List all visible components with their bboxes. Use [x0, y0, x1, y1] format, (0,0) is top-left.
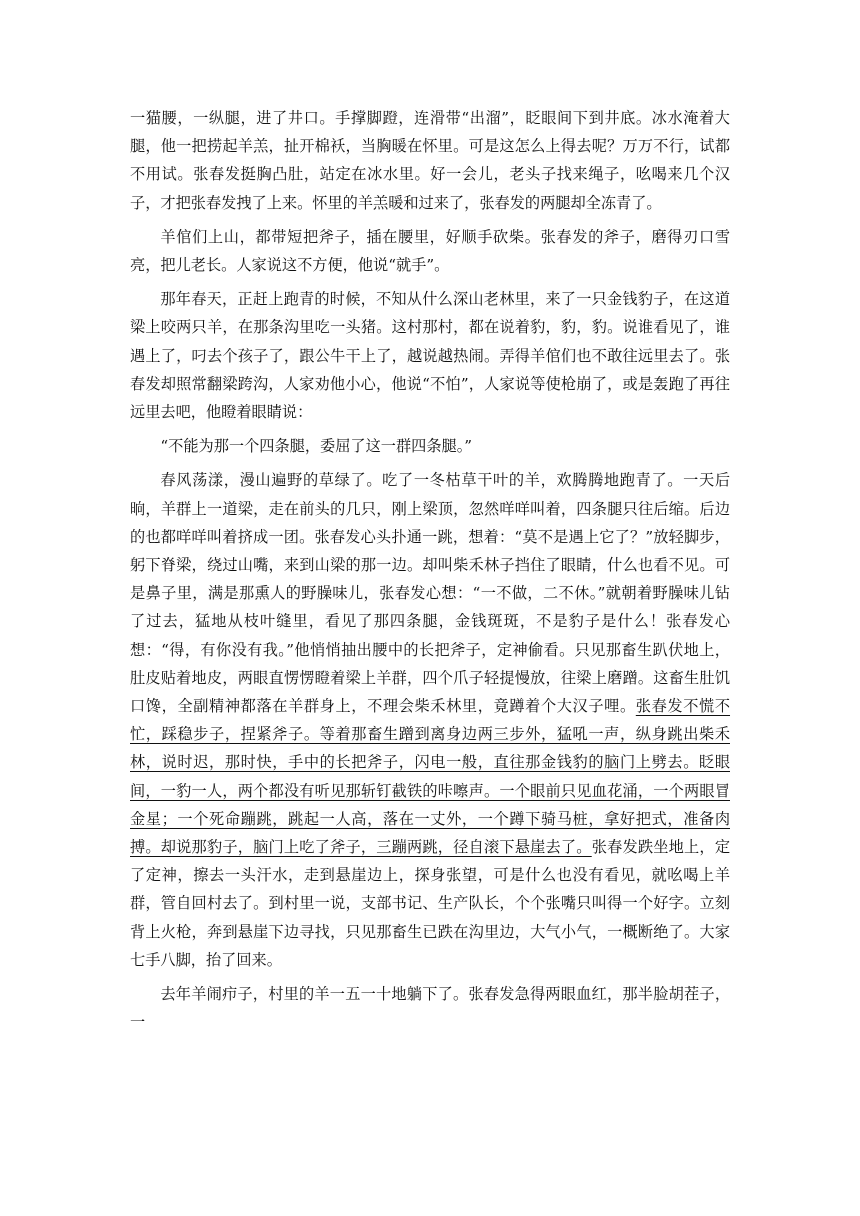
document-page — [130, 104, 730, 1043]
paragraph-6 — [130, 980, 730, 1036]
paragraph-text: 羊倌们上山，都带短把斧子，插在腰里，好顺手砍柴。张春发的斧子，磨得刃口雪亮，把儿老长。人家说这不方便，他说“就手”。 — [130, 227, 730, 275]
paragraph-text: 去年羊闹疖子，村里的羊一五一十地躺下了。张春发急得两眼血红，那半脸胡茬子，一 — [130, 985, 730, 1032]
paragraph-2 — [130, 223, 730, 279]
paragraph-text: 张春发跌坐地上，定了定神，擦去一头汗水，走到悬崖边上，探身张望，可是什么也没有看见，就吆喝上羊群，管自回村去了。到村里一说，支部书记、生产队长，个个张嘴只叫得一个好字。立刻背上火枪，奔到悬崖下边寻找，只见那畜生已跌在沟里边，大气小气，一概断绝了。大家七手八脚，抬了回来。 — [130, 838, 731, 969]
paragraph-text: 春风荡漾，漫山遍野的草绿了。吃了一冬枯草干叶的羊，欢腾腾地跑青了。一天后晌，羊群上一道梁，走在前头的几只，刚上梁顶，忽然咩咩叫着，四条腿只往后缩。后边的也都咩咩叫着挤成一团。张春发心头扑通一跳，想着：“莫不是遇上它了？”放轻脚步，躬下脊梁，绕过山嘴，来到山梁的那一边。却叫柴禾林子挡住了眼睛，什么也看不见。可是鼻子里，满是那熏人的野臊味儿，张春发心想：“一不做，二不休。”就朝着野臊味儿钻了过去，猛地从枝叶缝里，看见了那四条腿，金钱斑斑，不是豹子是什么！张春发心想：“得，有你没有我。”他悄悄抽出腰中的长把斧子，定神偷看。只见那畜生趴伏地上，肚皮贴着地皮，两眼直愣愣瞪着梁上羊群，四个爪子轻提慢放，往梁上磨蹭。这畜生肚饥口馋，全副精神都落在羊群身上，不理会柴禾林里，竟蹲着个大汉子哩。 — [130, 471, 730, 716]
paragraph-5 — [130, 466, 730, 974]
paragraph-3 — [130, 285, 730, 426]
paragraph-text: 那年春天，正赶上跑青的时候，不知从什么深山老林里，来了一只金钱豹子，在这道梁上咬两只羊，在那条沟里吃一头猪。这村那村，都在说着豹，豹，豹。说谁看见了，谁遇上了，叼去个孩子了，跟公牛干上了，越说越热闹。弄得羊倌们也不敢往远里去了。张春发却照常翻梁跨沟，人家劝他小心，他说“不怕”，人家说等使枪崩了，或是轰跑了再往远里去吧，他瞪着眼睛说： — [130, 290, 730, 422]
quote-paragraph — [130, 432, 730, 460]
paragraph-1 — [130, 104, 730, 217]
quote-text: “不能为那一个四条腿，委屈了这一群四条腿。” — [160, 437, 473, 456]
paragraph-text: 一猫腰，一纵腿，进了井口。手撑脚蹬，连滑带“出溜”，眨眼间下到井底。冰水淹着大腿，他一把捞起羊羔，扯开棉袄，当胸暖在怀里。可是这怎么上得去呢？万万不行，试都不用试。张春发挺胸凸肚，站定在冰水里。好一会儿，老头子找来绳子，吆喝来几个汉子，才把张春发拽了上来。怀里的羊羔暖和过来了，张春发的两腿却全冻青了。 — [130, 109, 730, 212]
underlined-passage: 张春发不慌不忙，踩稳步子，捏紧斧子。等着那畜生蹭到离身边两三步外，猛吼一声，纵身跳出柴禾林，说时迟，那时快，手中的长把斧子，闪电一般，直往那金钱豹的脑门上劈去。眨眼间，一豹一人，两个都没有听见那斩钉截铁的咔嚓声。一个眼前只见血花涌，一个两眼冒金星；一个死命蹦跳，跳起一人高，落在一丈外，一个蹲下骑马桩，拿好把式，准备肉搏。却说那豹子，脑门上吃了斧子，三蹦两跳，径自滚下悬崖去了。 — [130, 697, 731, 857]
